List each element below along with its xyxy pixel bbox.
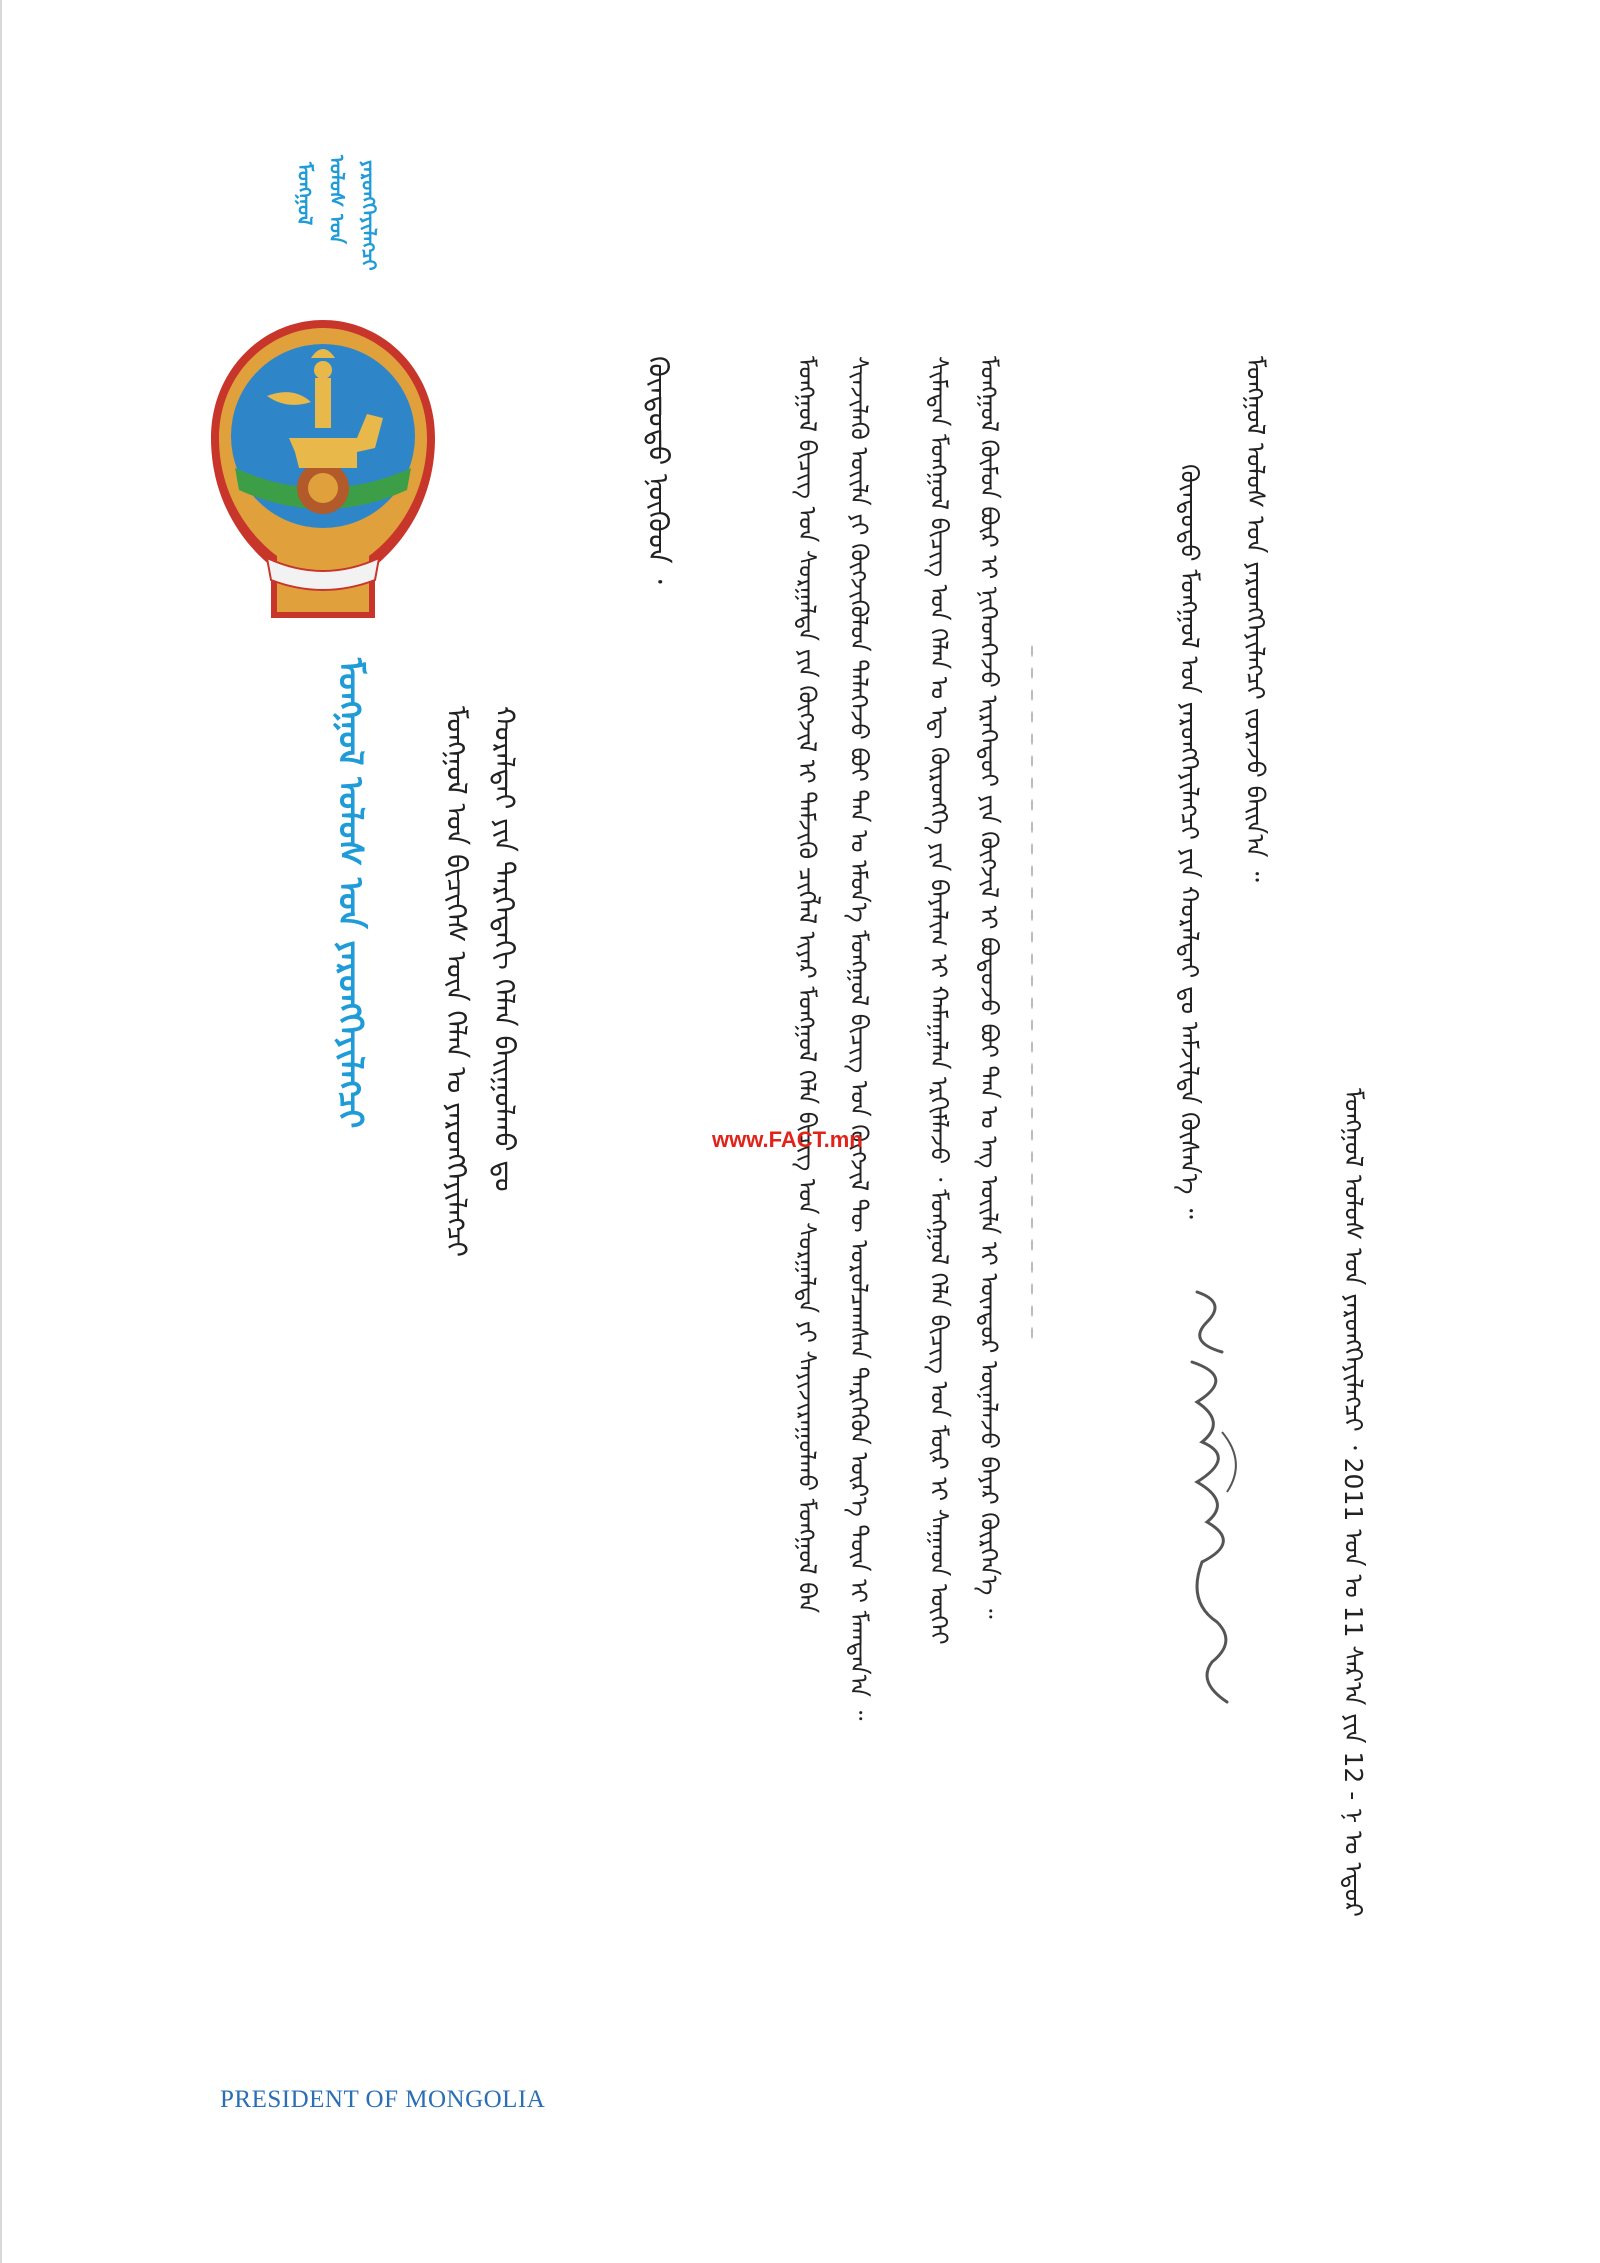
footer-president: PRESIDENT OF MONGOLIA — [220, 2086, 546, 2113]
header-small-line-3: ᠶᠡᠷᠦᠩᠬᠡᠶᠢᠯᠡᠭᠴᠢ — [357, 160, 381, 271]
watermark: www.FACT.mn — [712, 1127, 863, 1152]
body-line-4: ᠮᠣᠩᠭᠣᠯ ᠬᠦᠮᠦᠨ ᠪᠦᠷ ᠢ ᠨᠢᠭᠡᠳᠭᠡᠵᠦ ᠢᠷᠡᠭᠡᠳᠦᠢ ᠶᠢᠨ ᠬᠥᠭᠵᠢᠯ ᠢ ᠪᠣᠳᠣᠵᠤ ᠪᠤᠢ ᠲᠠᠨ ᠤ ᠡᠩ ᠦᠢᠯᠡ ᠢ ᠦᠨᠳᠦᠷ ᠦᠨᠡᠯᠡᠵᠦ ᠪᠠᠶᠠᠷ ᠬᠦᠷᠭᠡᠨ᠎ᠡ ᠃ — [975, 356, 1003, 1619]
closing-line-2: ᠮᠣᠩᠭᠣᠯ ᠤᠯᠤᠰ ᠤᠨ ᠶᠡᠷᠦᠩᠬᠡᠶᠢᠯᠡᠭᠴᠢ ᠵᠤᠷᠠᠵᠤ ᠪᠠᠢᠨ᠎ᠠ ᠃ — [1241, 356, 1270, 882]
date-line: ᠮᠣᠩᠭᠣᠯ ᠤᠯᠤᠰ ᠤᠨ ᠶᠡᠷᠦᠩᠬᠡᠶᠢᠯᠡᠭᠴᠢ ᠂ 2011 ᠣᠨ ᠤ 11 ᠰᠠᠷ᠎ᠠ ᠶᠢᠨ 12 - ᠨ ᠤ ᠡᠳᠦᠷ — [1339, 1088, 1368, 1917]
state-emblem — [207, 318, 439, 623]
body-line-1: ᠮᠣᠩᠭᠣᠯ ᠪᠢᠴᠢᠭ ᠤᠨ ᠰᠤᠷᠭᠠᠯᠲᠠ ᠶᠢᠨ ᠬᠥᠭᠵᠢᠯ ᠢ ᠳᠡᠮᠵᠢᠬᠦ ᠴᠢᠭᠯᠡᠯ ᠢᠶᠡᠷ ᠮᠣᠩᠭᠣᠯ ᠬᠡᠯᠡ ᠪᠢᠴᠢᠭ ᠤᠨ ᠰᠤᠷᠭᠠᠯᠲᠠ ᠶᠢ ᠰᠠᠶᠢᠵᠢᠷᠠᠭᠤᠯᠬᠤ ᠮᠣᠩᠭᠣᠯ ᠪᠠᠨ — [793, 356, 821, 1614]
addressee-line-1: ᠮᠣᠩᠭᠣᠯ ᠤᠨ ᠪᠢᠴᠢᠭᠡᠰ ᠦᠨ ᠬᠡᠯᠡᠨ ᠤ ᠶᠡᠷᠦᠩᠬᠡᠶᠢᠯᠡᠭᠴᠢ — [440, 706, 473, 1258]
header-small-line-2: ᠤᠯᠤᠰ ᠤᠨ — [325, 155, 349, 244]
body-line-2: ᠰᠢᠨᠵᠢᠯᠡᠬᠦ ᠦᠢᠯᠡ ᠶᠢ ᠬᠥᠭᠵᠢᠭᠦᠯᠦᠨ ᠲᠡᠯᠡᠭᠡᠵᠦ ᠪᠤᠢ ᠲᠠᠨ ᠤ ᠡᠮᠦᠨ᠎ᠡ ᠮᠣᠩᠭᠣᠯ ᠪᠢᠴᠢᠭ ᠤᠨ ᠬᠥᠭᠵᠢᠯ ᠲᠦ ᠣᠷᠣᠯᠴᠠᠭᠰᠠᠨ ᠲᠡᠷᠭᠡᠭᠦᠨ ᠦᠷ᠎ᠡ ᠳᠦᠨ ᠢ ᠮᠠᠭᠲᠠᠨ᠎ᠠ ᠃ — [845, 356, 873, 1721]
office-title: ᠮᠣᠩᠭᠣᠯ ᠤᠯᠤᠰ ᠤᠨ ᠶᠡᠷᠦᠩᠬᠡᠶᠢᠯᠡᠭᠴᠢ — [330, 658, 370, 1129]
closing-line-1: ᠬᠦᠨᠳᠦᠲᠦ ᠮᠣᠩᠭᠣᠯ ᠤᠨ ᠶᠡᠷᠦᠩᠬᠡᠶᠢᠯᠡᠭᠴᠢ ᠶᠢᠨ ᠬᠤᠷᠠᠯᠳᠠᠢ ᠳᠤ ᠠᠮᠵᠢᠯᠲᠠ ᠬᠦᠰᠡᠨ᠎ᠡ ᠃ — [1175, 464, 1204, 1219]
header-small-line-1: ᠮᠣᠩᠭᠣᠯ — [293, 162, 317, 226]
body-line-3: ᠰᠢᠮᠡᠳᠡᠨ ᠮᠣᠩᠭᠣᠯ ᠪᠢᠴᠢᠭ ᠤᠨ ᠬᠡᠯᠡᠨ ᠤ ᠡᠳ᠋ ᠬᠥᠷᠥᠩᠭᠡ ᠶᠢᠨ ᠪᠠᠶᠠᠯᠢᠭ ᠢ ᠬᠠᠮᠠᠭᠠᠯᠠᠨ ᠡᠷᠬᠢᠮᠯᠡᠵᠦ ᠂ ᠮᠣᠩᠭᠣᠯ ᠬᠡᠯᠡ ᠪᠢᠴᠢᠭ ᠤᠨ ᠮᠥᠷ ᠢ ᠰᠠᠭᠠᠳ ᠦᠭᠡᠢ — [925, 356, 953, 1645]
addressee-line-2: ᠬᠤᠷᠠᠯᠳᠠᠢ ᠶᠢᠨ ᠳᠡᠷᠭᠡᠳᠡᠬᠢ ᠬᠡᠯᠡᠨ ᠪᠠᠢᠭᠤᠯᠬᠤ ᠳᠤ — [488, 706, 521, 1192]
scan-dots — [1030, 640, 1034, 1340]
greeting: ᠬᠦᠨᠳᠦᠲᠦ ᠨᠥᠬᠥᠳ ᠂ — [642, 356, 675, 584]
